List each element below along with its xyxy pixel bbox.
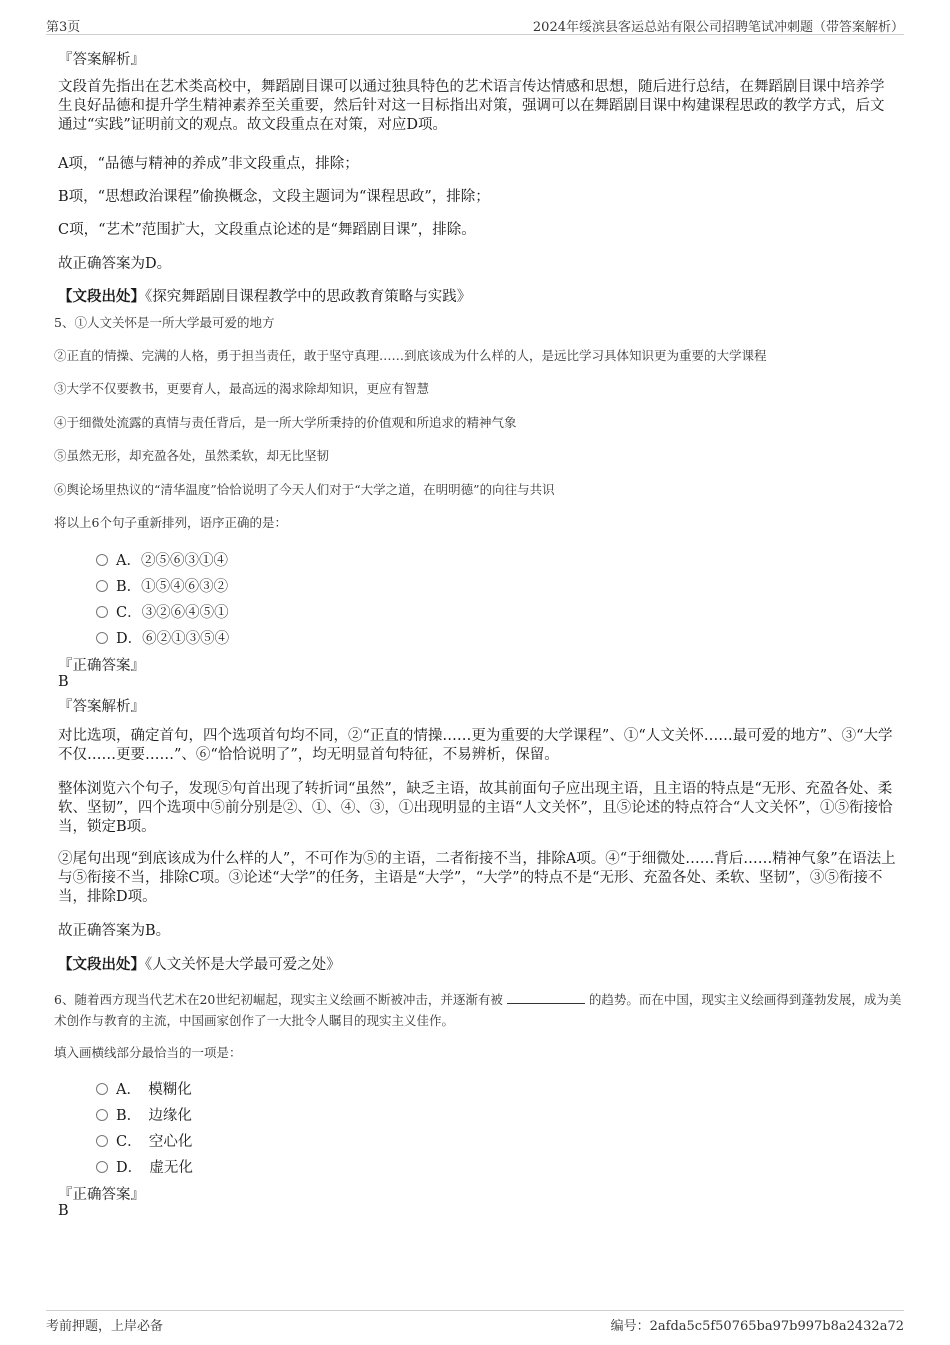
q4-analysis-p1: 文段首先指出在艺术类高校中，舞蹈剧目课可以通过独具特色的艺术语言传达情感和思想，随后进行总结，在舞蹈剧目课中培养学生良好品德和提升学生精神素养至关重要，然后针对这一目标指出对策，强调可以在舞蹈剧目课中构建课程思政的教学方式，后文通过“实践”证明前文的观点。故文段重点在对策，对应D项。 — [58, 79, 885, 133]
q5-option-c[interactable]: C．③②⑥④⑤① — [96, 601, 229, 622]
q5-source — [58, 953, 341, 974]
q5-analysis-p3: ②尾句出现“到底该成为什么样的人”，不可作为⑤的主语，二者衔接不当，排除A项。④“于细微处……背后……精神气象”在语法上与⑤衔接不当，排除C项。③论述“大学”的任务，主语是“大学”，“大学”的特点不是“无形、充盈各处、柔软、坚韧”，③⑤衔接不当，排除D项。 — [58, 851, 896, 905]
document-title: 2024年绥滨县客运总站有限公司招聘笔试冲刺题（带答案解析） — [532, 20, 904, 35]
q4-source — [58, 285, 471, 306]
q5-option-a[interactable]: A．②⑤⑥③①④ — [96, 549, 228, 570]
q5-source-label: 【文段出处】 — [58, 956, 145, 973]
q6-stem — [54, 989, 904, 1031]
q5-source-title: 《人文关怀是大学最可爱之处》 — [145, 957, 341, 973]
footer-slogan: 考前押题，上岸必备 — [46, 1319, 164, 1334]
q4-analysis-p2: A项，“品德与精神的养成”非文段重点，排除； — [58, 156, 359, 172]
q5-analysis-p2: 整体浏览六个句子，发现⑤句首出现了转折词“虽然”，缺乏主语，故其前面句子应出现主语，且主语的特点是“无形、充盈各处、柔软、坚韧”，四个选项中⑤前分别是②、①、④、③，①出现明显的主语“人文关怀”，且⑤论述的特点符合“人文关怀”，①⑤衔接恰当，锁定B项。 — [58, 781, 893, 835]
q6-option-c[interactable]: C． 空心化 — [96, 1130, 192, 1151]
q4-analysis-p3: B项，“思想政治课程”偷换概念，文段主题词为“课程思政”，排除； — [58, 189, 490, 205]
radio-icon[interactable] — [96, 632, 108, 644]
q5-analysis-p4: 故正确答案为B。 — [58, 923, 171, 939]
page-footer — [46, 1310, 904, 1333]
radio-icon[interactable] — [96, 554, 108, 566]
radio-icon[interactable] — [96, 580, 108, 592]
q4-source-title: 《探究舞蹈剧目课程教学中的思政教育策略与实践》 — [145, 289, 472, 305]
radio-icon[interactable] — [96, 1083, 108, 1095]
q6-stem-before: 6、随着西方现当代艺术在20世纪初崛起，现实主义绘画不断被冲击，并逐渐有被 — [54, 992, 503, 1007]
q5-option-d[interactable]: D．⑥②①③⑤④ — [96, 627, 229, 648]
q6-stem-after: 的趋势。而在中国，现实主义绘画得到蓬勃发展，成为美术创作与教育的主流，中国画家创作了一大批令人瞩目的现实主义佳作。 — [54, 992, 902, 1028]
q6-option-a[interactable]: A． 模糊化 — [96, 1078, 192, 1099]
q6-answer: B — [58, 1203, 69, 1219]
page-number: 第3页 — [46, 20, 81, 35]
q5-option-b[interactable]: B．①⑤④⑥③② — [96, 575, 228, 596]
q6-option-d[interactable]: D． 虚无化 — [96, 1156, 193, 1177]
q5-prompt: 将以上6个句子重新排列，语序正确的是： — [54, 515, 287, 530]
q5-sentence-5: ⑤虽然无形，却充盈各处，虽然柔软，却无比坚韧 — [54, 448, 330, 463]
q6-blank — [507, 993, 585, 1004]
q6-prompt: 填入画横线部分最恰当的一项是： — [54, 1045, 242, 1060]
q6-option-b[interactable]: B． 边缘化 — [96, 1104, 192, 1125]
q4-analysis-p4: C项，“艺术”范围扩大，文段重点论述的是“舞蹈剧目课”，排除。 — [58, 222, 476, 238]
q5-sentence-1: 5、①人文关怀是一所大学最可爱的地方 — [54, 315, 275, 330]
q4-analysis-p5: 故正确答案为D。 — [58, 256, 172, 272]
q5-answer: B — [58, 674, 69, 690]
q5-analysis-label: 『答案解析』 — [58, 699, 145, 715]
q6-answer-label: 『正确答案』 — [58, 1187, 145, 1203]
q5-sentence-3: ③大学不仅要教书，更要育人，最高远的渴求除却知识，更应有智慧 — [54, 381, 430, 396]
q4-source-label: 【文段出处】 — [58, 288, 145, 305]
document-serial: 编号：2afda5c5f50765ba97b997b8a2432a72 — [610, 1319, 904, 1334]
radio-icon[interactable] — [96, 1161, 108, 1173]
radio-icon[interactable] — [96, 1109, 108, 1121]
page-header — [46, 14, 904, 35]
q5-sentence-6: ⑥舆论场里热议的“清华温度”恰恰说明了今天人们对于“大学之道，在明明德”的向往与共识 — [54, 482, 555, 497]
q5-answer-label: 『正确答案』 — [58, 658, 145, 674]
radio-icon[interactable] — [96, 606, 108, 618]
q4-analysis-label: 『答案解析』 — [58, 52, 145, 68]
radio-icon[interactable] — [96, 1135, 108, 1147]
q5-sentence-2: ②正直的情操、完满的人格，勇于担当责任，敢于坚守真理……到底该成为什么样的人，是远比学习具体知识更为重要的大学课程 — [54, 348, 767, 363]
q5-analysis-p1: 对比选项，确定首句，四个选项首句均不同，②“正直的情操……更为重要的大学课程”、①“人文关怀……最可爱的地方”、③“大学不仅……更要……”、⑥“恰恰说明了”，均无明显首句特征，不易辨析，保留。 — [58, 728, 893, 763]
q5-sentence-4: ④于细微处流露的真情与责任背后，是一所大学所秉持的价值观和所追求的精神气象 — [54, 415, 517, 430]
